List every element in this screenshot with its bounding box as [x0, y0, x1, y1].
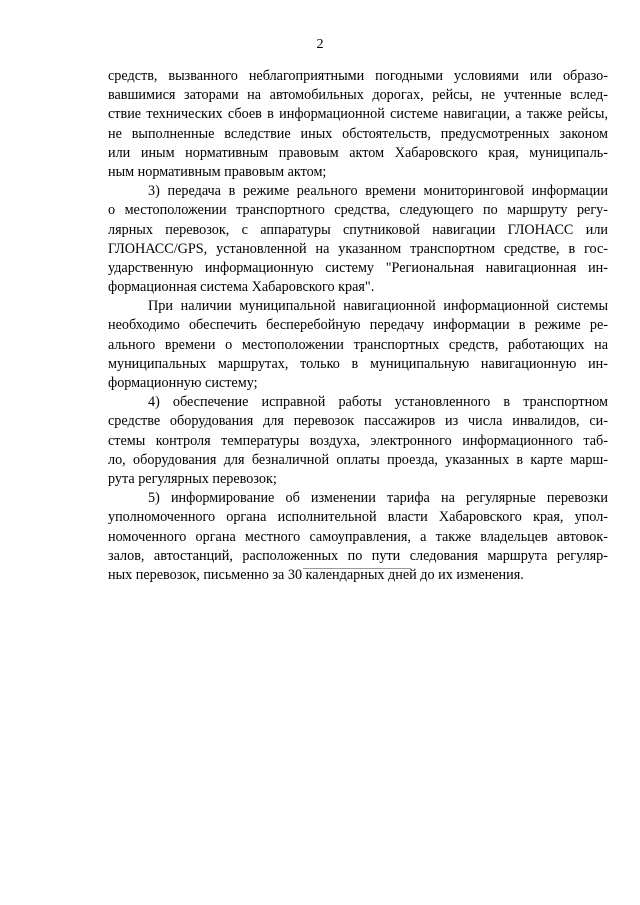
text-line: лярных перевозок, с аппаратуры спутниковой навигации ГЛОНАСС или: [108, 221, 608, 238]
text-line: ным нормативным правовым актом;: [108, 163, 327, 180]
text-line: ального времени о местоположении транспортных средств, работающих на: [108, 336, 608, 353]
text-line: муниципальных маршрутах, только в муниципальную навигационную ин-: [108, 355, 608, 372]
text-line: ствие технических сбоев в информационной системе навигации, а также рейсы,: [108, 106, 608, 123]
text-line: или иным нормативным правовым актом Хабаровского края, муниципаль-: [108, 144, 608, 161]
text-line: При наличии муниципальной навигационной информационной системы: [148, 298, 608, 315]
text-line: стемы контроля температуры воздуха, электронного информационного таб-: [108, 432, 608, 449]
text-line: ло, оборудования для безналичной оплаты проезда, указанных в карте марш-: [108, 451, 608, 468]
text-line: номоченного органа местного самоуправления, а также владельцев автовок-: [108, 528, 608, 545]
text-line: 4) обеспечение исправной работы установленного в транспортном: [148, 394, 608, 411]
text-line: вавшимися заторами на автомобильных дорогах, рейсы, не учтенные вслед-: [108, 87, 608, 104]
text-line: необходимо обеспечить бесперебойную передачу информации в режиме ре-: [108, 317, 608, 334]
text-line: средств, вызванного неблагоприятными погодными условиями или образо-: [108, 68, 608, 84]
text-line: средстве оборудования для перевозок пассажиров из числа инвалидов, си-: [108, 413, 608, 430]
text-line: залов, автостанций, расположенных по пути следования маршрута регуляр-: [108, 547, 608, 564]
page-number: 2: [316, 37, 324, 52]
text-line: 5) информирование об изменении тарифа на регулярные перевозки: [148, 490, 608, 507]
text-line: о местоположении транспортного средства, следующего по маршруту регу-: [108, 202, 608, 219]
text-line: ударственную информационную систему "Региональная навигационная ин-: [108, 259, 608, 276]
text-line: ГЛОНАСС/GPS, установленной на указанном транспортном средстве, в гос-: [108, 240, 608, 257]
text-line: 3) передача в режиме реального времени мониторинговой информации: [148, 183, 608, 200]
paragraph-3: [108, 297, 608, 393]
text-line: формационную систему;: [108, 375, 258, 391]
document-body: [108, 67, 608, 585]
paragraph-2: [108, 182, 608, 297]
text-line: ных перевозок, письменно за 30 календарных дней до их изменения.: [108, 566, 524, 583]
text-line: формационная система Хабаровского края".: [108, 279, 375, 296]
paragraph-1: [108, 67, 608, 182]
paragraph-5: [108, 489, 608, 585]
text-line: рута регулярных перевозок;: [108, 470, 277, 487]
paragraph-4: [108, 393, 608, 489]
text-line: не выполненные вследствие иных обстоятельств, предусмотренных законом: [108, 125, 608, 142]
end-separator-line: [303, 568, 411, 569]
text-line: уполномоченного органа исполнительной власти Хабаровского края, упол-: [108, 509, 608, 526]
